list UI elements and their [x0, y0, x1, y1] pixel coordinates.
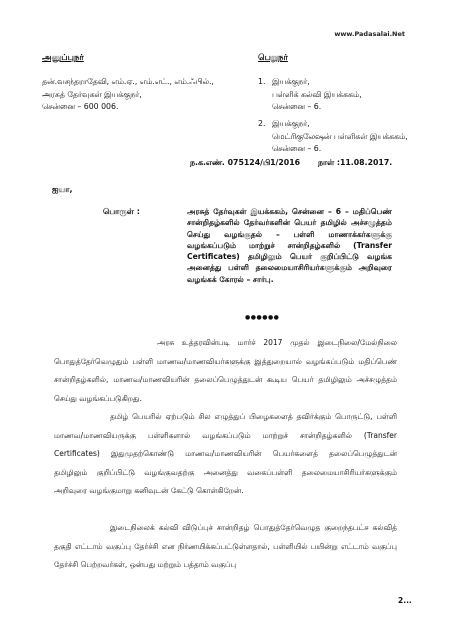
paragraph-2: தமிழ் பெயரில் ஏற்படும் சில எழுத்துப் பிழைகளைத் தவிர்க்கும் பொருட்டு, பள்ளி மாணவ/மாணவியருக்கு பள்ளிகளால் வழங்கப்படும் மாற்றுச் சான்றிதழ்களில் (Transfer Certificates) இதுமுதற்கொண்டு மாணவ/மாணவியரின் பெயர்களைத் தலைப்பெழுத்துடன் தமிழிலும் குறிப்பிட்டு வழங்குவதற்கு அனைத்து வகைப்பள்ளி தலைமையாசிரியர்களுக்கும் அறிவுரை வழங்குமாறு கனிவுடன் கேட்டு கொள்கிறேன். — [54, 412, 397, 495]
subject-text: அரசுத் தேர்வுகள் இயக்ககம், சென்னை – 6 – மதிப்பெண் சான்றிதழ்களில் தேர்வர்களின் பெயர் தமிழில் அச்சழுத்தம் செய்து வழங்குதல் – பள்ளி மாணாக்கர்களுக்கு வழங்கப்படும் மாற்றுச் சான்றிதழ்களில் (Transfer Certificates) தமிழிலும் பெயர் குறிப்பிட்டு வழங்க அனைத்து பள்ளி தலைமையாசிரியர்களுக்கும் அறிவுரை வழங்கக் கோரல் – சார்பு. — [187, 207, 392, 284]
to-address-2 — [258, 118, 408, 156]
salutation: ஐயா, — [52, 185, 73, 194]
from-line: அரசுத் தேர்வுகள் இயக்குநர், — [42, 89, 142, 99]
from-line: சென்னை – 600 006. — [42, 102, 119, 111]
to-item-number: 2. — [258, 119, 266, 128]
to-line: சென்னை – 6. — [272, 102, 322, 111]
reference-date: நாள் :11.08.2017. — [318, 158, 393, 167]
from-address — [42, 76, 214, 114]
separator: ●●●●●● — [245, 314, 280, 321]
to-line: மெட்ரிகுலேஷன் பள்ளிகள் இயக்ககம், — [272, 131, 408, 141]
reference-number: ந.க.எண். 075124/பி1/2016 — [190, 158, 301, 167]
to-line: பள்ளிக் கல்வி இயக்ககம், — [272, 89, 362, 99]
watermark: www.Padasalai.Net — [334, 30, 405, 38]
paragraph-3: இடைநிலைக் கல்வி விடுப்புச் சான்றிதழ் பொதுத்தேர்வெழுத குறைந்தபட்ச கல்வித் தகுதி எட்டாம் வகுப்பு தேர்ச்சி என நிர்ணயிக்கப்பட்டுள்ளதால், பள்ளியில் பயின்று எட்டாம் வகுப்பு தேர்ச்சி பெற்றவர்கள், ஒன்பது மற்றும் பத்தாம் வகுப்பு — [54, 523, 397, 569]
to-line: சென்னை – 6. — [272, 144, 322, 153]
from-heading: அனுப்புநர் — [42, 53, 84, 63]
paragraph-1: அரசு உத்தரவின்படி மார்ச் 2017 முதல் இடைநிலை/மேல்நிலை பொதுத்தேர்வெழுதும் பள்ளி மாணவ/மாணவியர்களுக்கு இத்துறையால் வழங்கப்படும் மதிப்பெண் சான்றிதழ்களில், மாணவ/மாணவியரின் தலைப்பெழுத்துடன் கூடிய பெயர் தமிழிலும் அச்சழுத்தம் செய்து வழங்கப்படுகிறது. — [54, 338, 397, 403]
to-address-1 — [258, 76, 362, 114]
subject-label: பொருள் : — [103, 207, 140, 216]
to-line: இயக்குநர், — [272, 77, 310, 86]
to-line: இயக்குநர், — [272, 119, 310, 128]
to-item-number: 1. — [258, 77, 266, 86]
page-number: 2... — [398, 596, 412, 605]
from-line: தன்.வசந்தராதேவி, எம்.ஏ., எம்.எட்., எம்.ஃபில்., — [42, 77, 214, 86]
to-heading: பெறுநர் — [258, 53, 288, 63]
